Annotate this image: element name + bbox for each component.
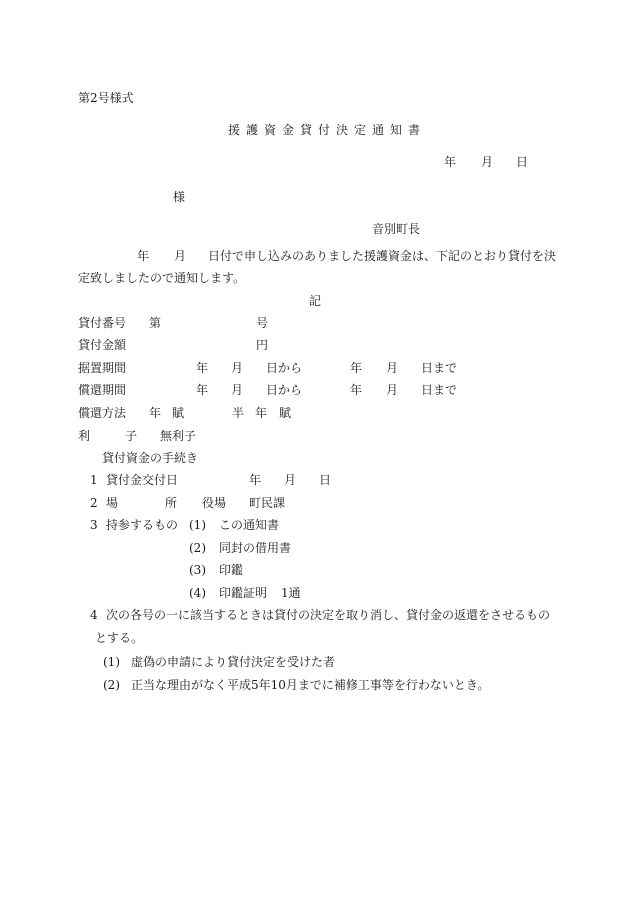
intro-month: 月 — [174, 249, 187, 263]
procedure-4-text-line2: とする。 — [95, 631, 144, 645]
repayment-method-semiannual-1: 半 — [232, 406, 245, 420]
procedure-3-entry-3-number: (3) — [189, 563, 206, 577]
procedure-3-label: 持参するもの — [106, 518, 179, 532]
procedure-1-year: 年 — [249, 473, 262, 487]
procedure-1-number: 1 — [90, 473, 98, 487]
deferment-from-day: 日から — [266, 361, 303, 375]
loan-amount-label: 貸付金額 — [78, 338, 127, 352]
interest-value: 無利子 — [160, 429, 197, 443]
interest-label-1: 利 — [78, 429, 91, 443]
loan-number-go: 号 — [256, 316, 269, 330]
repayment-method-annual-1: 年 — [149, 406, 162, 420]
document-title: 援護資金貸付決定通知書 — [228, 123, 427, 137]
procedure-4-sub-2-number: (2) — [103, 678, 120, 692]
procedure-2-number: 2 — [90, 496, 98, 510]
loan-amount-unit: 円 — [256, 338, 269, 352]
procedure-3-entry-2-number: (2) — [189, 541, 206, 555]
procedure-3-entry-1-number: (1) — [189, 518, 206, 532]
intro-year: 年 — [137, 249, 150, 263]
repayment-from-month: 月 — [231, 383, 244, 397]
repayment-method-annual-2: 賦 — [172, 406, 185, 420]
procedure-2-value-1: 役場 — [202, 496, 227, 510]
procedure-1-day: 日 — [319, 473, 332, 487]
procedure-3-entry-3-text: 印鑑 — [219, 563, 244, 577]
procedure-4-text-line1: 次の各号の一に該当するときは貸付の決定を取り消し、貸付金の返還をさせるもの — [106, 608, 551, 622]
repayment-period-label: 償還期間 — [78, 383, 127, 397]
intro-text-line2: 定致しましたので通知します。 — [78, 271, 246, 285]
procedure-4-sub-1-text: 虚偽の申請により貸付決定を受けた者 — [131, 655, 336, 669]
repayment-to-month: 月 — [386, 383, 399, 397]
ki-marker: 記 — [309, 294, 322, 308]
deferment-to-month: 月 — [386, 361, 399, 375]
deferment-period-label: 据置期間 — [78, 361, 127, 375]
procedure-2-label-2: 所 — [165, 496, 178, 510]
procedure-2-label-1: 場 — [106, 496, 119, 510]
procedure-2-value-2: 町民課 — [249, 496, 286, 510]
procedure-heading: 貸付資金の手続き — [102, 451, 199, 465]
procedure-3-entry-1-text: この通知書 — [219, 518, 280, 532]
repayment-from-day: 日から — [266, 383, 303, 397]
procedure-1-label: 貸付金交付日 — [106, 473, 179, 487]
procedure-3-entry-4-extra: 1通 — [281, 586, 301, 600]
deferment-from-month: 月 — [231, 361, 244, 375]
date-day: 日 — [516, 155, 529, 169]
date-year: 年 — [444, 155, 457, 169]
recipient-honorific: 様 — [173, 190, 186, 204]
deferment-to-year: 年 — [350, 361, 363, 375]
procedure-4-sub-2-text: 正当な理由がなく平成5年10月までに補修工事等を行わないとき。 — [131, 678, 490, 692]
procedure-3-entry-2-text: 同封の借用書 — [219, 541, 292, 555]
repayment-to-year: 年 — [350, 383, 363, 397]
intro-text: 日付で申し込みのありました援護資金は、下記のとおり貸付を決 — [208, 249, 557, 263]
date-month: 月 — [481, 155, 494, 169]
deferment-to-day: 日まで — [421, 361, 458, 375]
loan-number-dai: 第 — [149, 316, 162, 330]
repayment-method-semiannual-3: 賦 — [279, 406, 292, 420]
repayment-from-year: 年 — [196, 383, 209, 397]
procedure-4-number: 4 — [90, 608, 98, 622]
procedure-3-entry-4-text: 印鑑証明 — [219, 586, 268, 600]
form-number: 第2号様式 — [78, 91, 134, 105]
repayment-method-label: 償還方法 — [78, 406, 127, 420]
procedure-1-month: 月 — [284, 473, 297, 487]
procedure-3-entry-4-number: (4) — [189, 586, 206, 600]
loan-number-label: 貸付番号 — [78, 316, 127, 330]
repayment-to-day: 日まで — [421, 383, 458, 397]
deferment-from-year: 年 — [196, 361, 209, 375]
repayment-method-semiannual-2: 年 — [255, 406, 268, 420]
interest-label-2: 子 — [125, 429, 138, 443]
procedure-4-sub-1-number: (1) — [103, 655, 120, 669]
procedure-3-number: 3 — [90, 518, 98, 532]
issuer: 音別町長 — [372, 222, 421, 236]
